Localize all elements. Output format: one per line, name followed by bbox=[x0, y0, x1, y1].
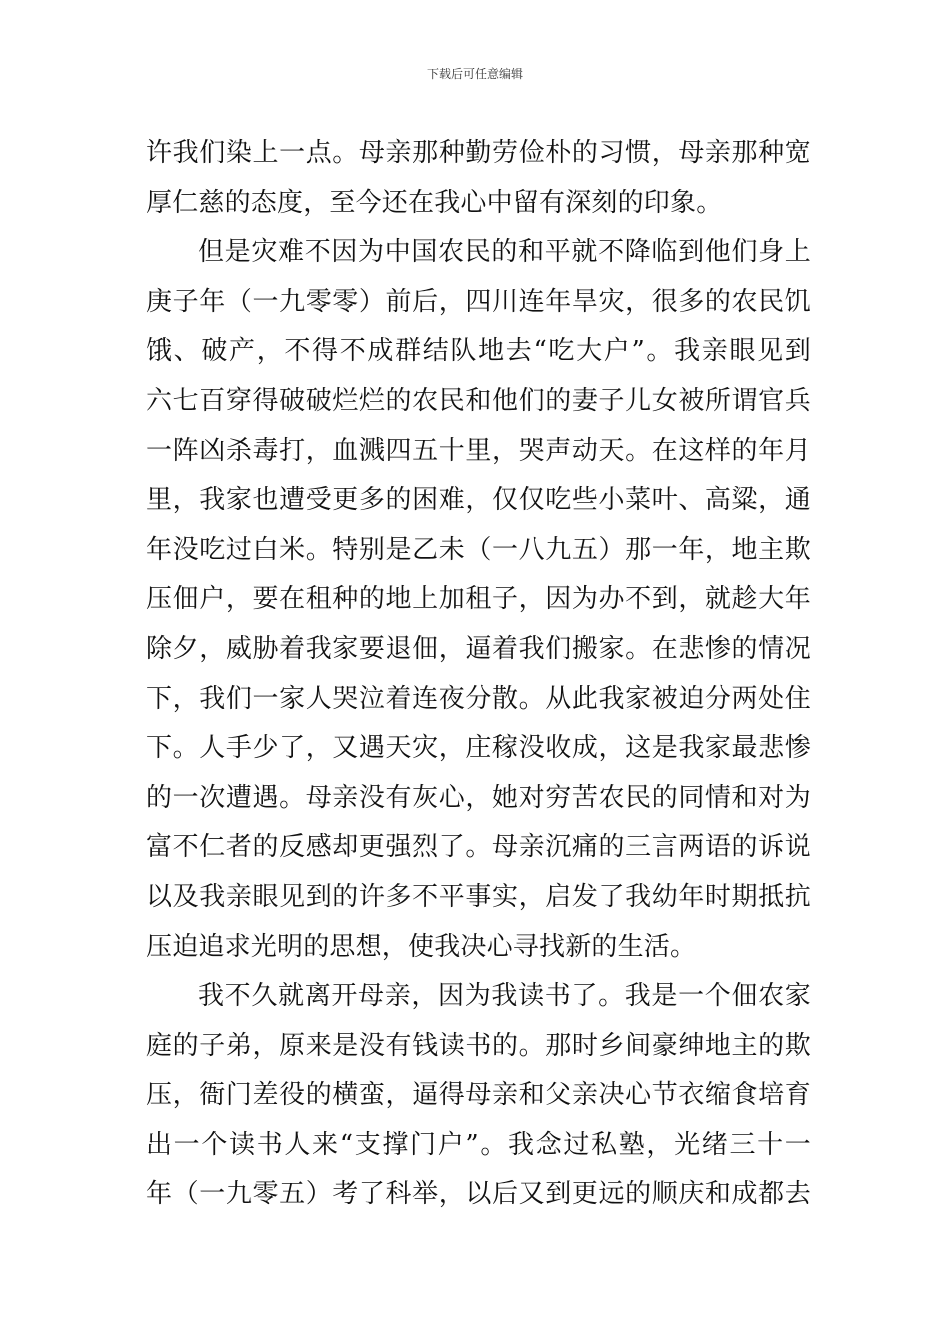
document-body bbox=[146, 129, 811, 1220]
text-line: 六七百穿得破破烂烂的农民和他们的妻子儿女被所谓官兵 bbox=[146, 385, 811, 416]
text-line: 压迫追求光明的思想，使我决心寻找新的生活。 bbox=[146, 931, 697, 962]
text-line: 除夕，威胁着我家要退佃，逼着我们搬家。在悲惨的情况 bbox=[146, 633, 811, 664]
text-line: 我不久就离开母亲，因为我读书了。我是一个佃农家 bbox=[198, 981, 811, 1012]
page-header: 下载后可任意编辑 bbox=[426, 67, 523, 81]
text-line: 但是灾难不因为中国农民的和平就不降临到他们身上 bbox=[198, 237, 811, 268]
text-line: 下，我们一家人哭泣着连夜分散。从此我家被迫分两处住 bbox=[146, 683, 811, 714]
text-line: 里，我家也遭受更多的困难，仅仅吃些小菜叶、高粱，通 bbox=[146, 485, 811, 516]
text-line: 许我们染上一点。母亲那种勤劳俭朴的习惯，母亲那种宽 bbox=[146, 138, 811, 168]
text-line: 庭的子弟，原来是没有钱读书的。那时乡间豪绅地主的欺 bbox=[146, 1030, 811, 1061]
text-line: 富不仁者的反感却更强烈了。母亲沉痛的三言两语的诉说 bbox=[146, 832, 811, 863]
text-line: 以及我亲眼见到的许多不平事实，启发了我幼年时期抵抗 bbox=[146, 881, 811, 912]
text-line: 的一次遭遇。母亲没有灰心，她对穷苦农民的同情和对为 bbox=[146, 782, 811, 813]
text-line: 压佃户，要在租种的地上加租子，因为办不到，就趁大年 bbox=[146, 584, 811, 615]
text-line: 饿、破产，不得不成群结队地去“吃大户”。我亲眼见到 bbox=[146, 336, 811, 367]
text-line: 年没吃过白米。特别是乙未（一八九五）那一年，地主欺 bbox=[146, 534, 811, 565]
text-line: 年（一九零五）考了科举，以后又到更远的顺庆和成都去 bbox=[146, 1179, 811, 1210]
text-line: 压，衙门差役的横蛮，逼得母亲和父亲决心节衣缩食培育 bbox=[146, 1080, 811, 1111]
text-line: 一阵凶杀毒打，血溅四五十里，哭声动天。在这样的年月 bbox=[146, 435, 811, 466]
text-line: 出一个读书人来“支撑门户”。我念过私塾，光绪三十一 bbox=[146, 1129, 811, 1160]
text-line: 庚子年（一九零零）前后，四川连年旱灾，很多的农民饥 bbox=[146, 286, 811, 317]
text-line: 下。人手少了，又遇天灾，庄稼没收成，这是我家最悲惨 bbox=[146, 733, 811, 764]
text-line: 厚仁慈的态度，至今还在我心中留有深刻的印象。 bbox=[146, 187, 723, 218]
